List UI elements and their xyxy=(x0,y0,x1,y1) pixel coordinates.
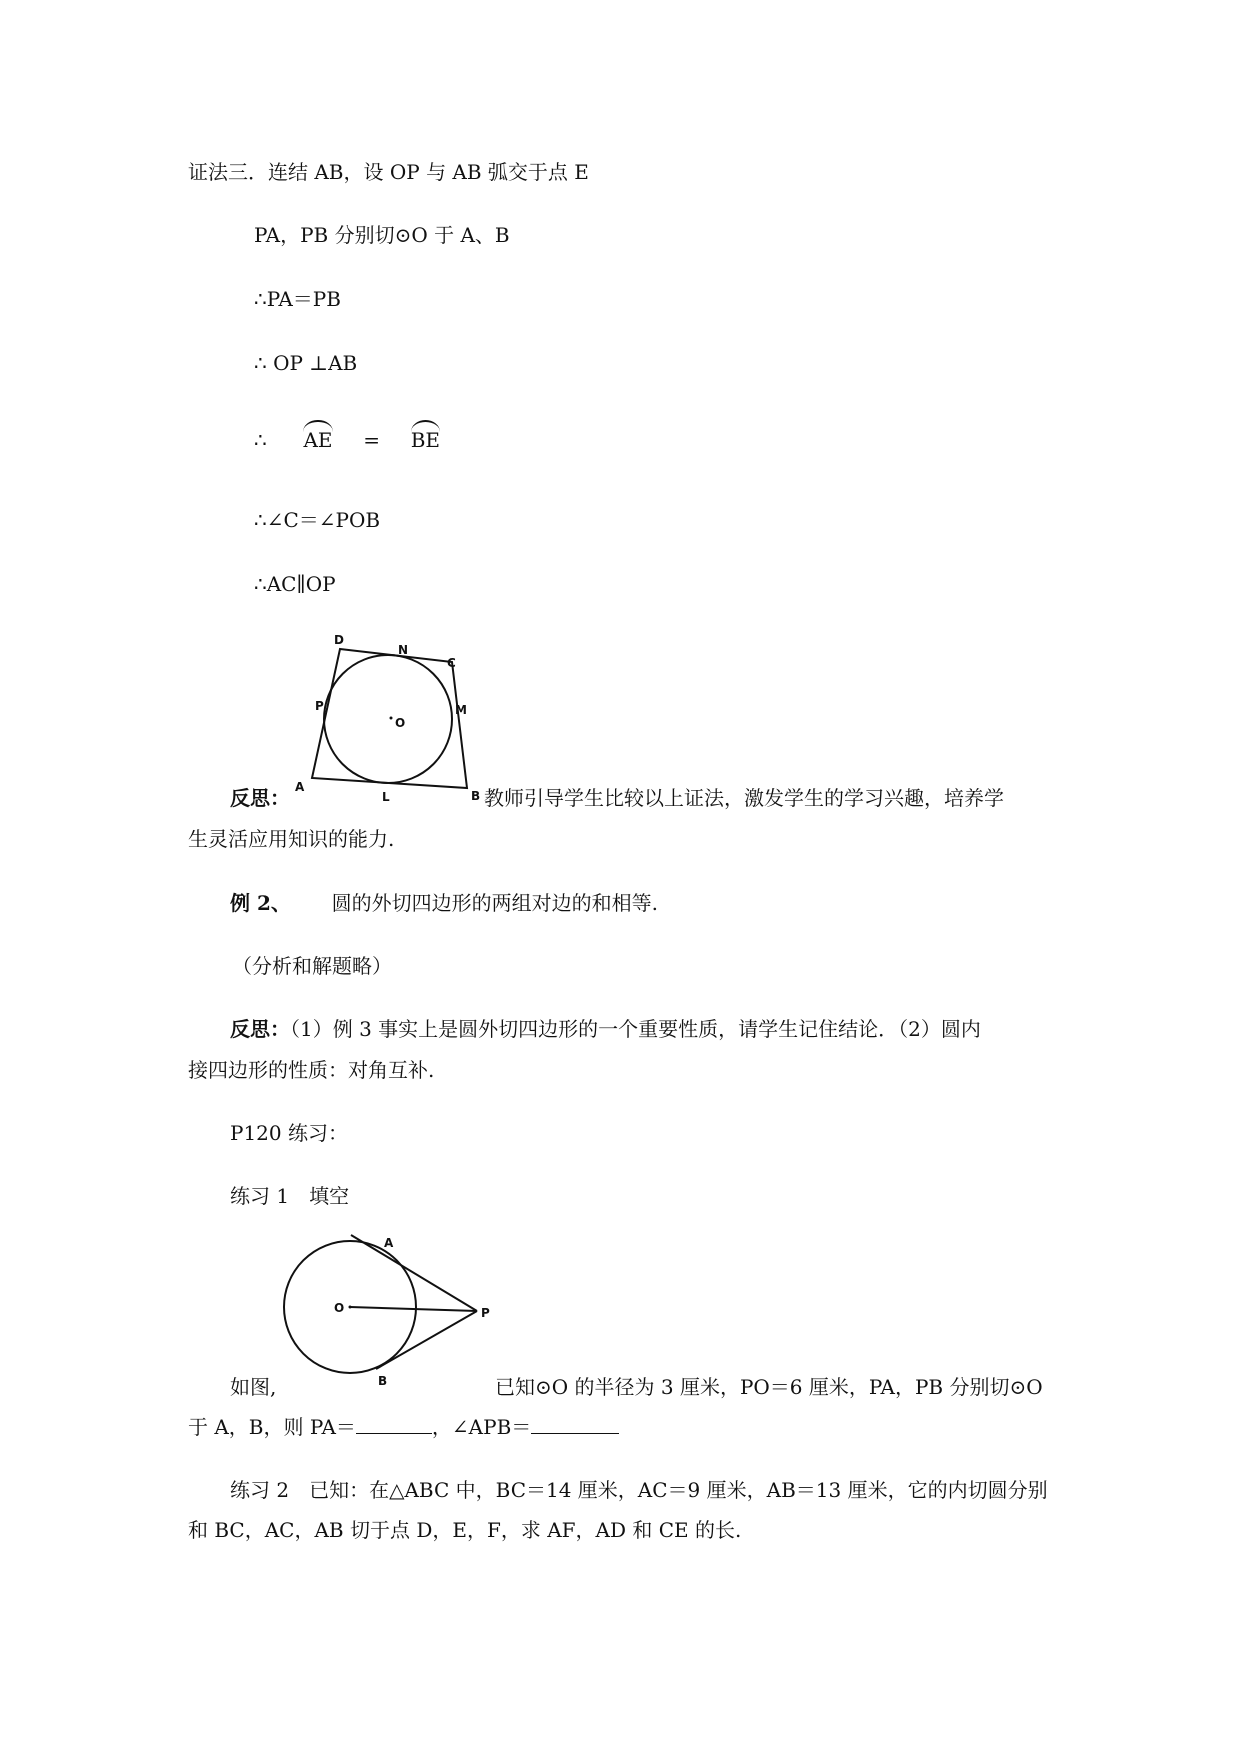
proof-step-1: ∴PA＝PB xyxy=(254,287,341,311)
label-b2: B xyxy=(378,1374,388,1388)
exercise-2-line-1: 练习 2 已知：在△ABC 中，BC＝14 厘米，AC＝9 厘米，AB＝13 厘米，它的内切圆分别 xyxy=(230,1478,1048,1502)
figure-circumscribed-quadrilateral xyxy=(290,630,490,810)
reflection-1-line-2: 生灵活应用知识的能力. xyxy=(188,827,395,851)
blank-pa[interactable] xyxy=(356,1415,432,1434)
inscribed-circle xyxy=(324,655,452,783)
example-text: 圆的外切四边形的两组对边的和相等. xyxy=(331,891,658,915)
exercise-1-line-2 xyxy=(188,1415,619,1439)
reflection-2-line-2: 接四边形的性质：对角互补. xyxy=(188,1058,435,1082)
label-m: M xyxy=(455,703,467,717)
center-dot xyxy=(390,717,393,720)
proof-step-3 xyxy=(254,428,440,452)
label-p2: P xyxy=(481,1306,490,1320)
label-o2: O xyxy=(334,1301,345,1315)
exercise-2-line-2: 和 BC，AC，AB 切于点 D，E，F，求 AF，AD 和 CE 的长. xyxy=(188,1518,742,1542)
example-2-note: （分析和解题略） xyxy=(232,954,392,978)
blank-angle-apb[interactable] xyxy=(531,1415,619,1434)
example-label: 例 2、 xyxy=(230,891,291,915)
equals-sign: = xyxy=(363,428,380,452)
exercise-1-title: 练习 1 填空 xyxy=(230,1184,350,1208)
proof-step-5: ∴AC∥OP xyxy=(254,572,336,596)
label-o: O xyxy=(395,716,406,730)
tangent-pa xyxy=(351,1235,477,1311)
proof-heading: 证法三．连结 AB，设 OP 与 AB 弧交于点 E xyxy=(188,160,589,184)
proof-given: PA，PB 分别切⊙O 于 A、B xyxy=(254,223,510,247)
label-n: N xyxy=(398,643,409,657)
figure-tangent-lines xyxy=(280,1228,500,1388)
reflection-label: 反思： xyxy=(230,786,290,810)
center-o-dot xyxy=(349,1306,352,1309)
reflection-1-line-1 xyxy=(230,786,290,810)
arc-be: BE xyxy=(411,428,440,452)
exercise-1-pa: 于 A，B，则 PA＝ xyxy=(188,1415,356,1439)
label-a2: A xyxy=(384,1236,394,1250)
reflection-2-line-1 xyxy=(230,1017,981,1041)
label-c: C xyxy=(447,656,456,670)
segment-op xyxy=(350,1307,477,1311)
therefore-symbol: ∴ xyxy=(254,428,267,452)
label-p: P xyxy=(315,699,324,713)
example-2 xyxy=(230,891,658,915)
label-a: A xyxy=(295,780,305,794)
reflection-1-text: 教师引导学生比较以上证法，激发学生的学习兴趣，培养学 xyxy=(484,786,1004,810)
exercise-1-text: 已知⊙O 的半径为 3 厘米，PO＝6 厘米，PA，PB 分别切⊙O xyxy=(495,1375,1043,1399)
exercise-1-prefix: 如图, xyxy=(230,1375,277,1399)
quadrilateral xyxy=(312,649,467,788)
reflection-2-label: 反思： xyxy=(230,1017,290,1041)
proof-step-4: ∴∠C＝∠POB xyxy=(254,508,381,532)
label-b: B xyxy=(471,789,481,803)
tangent-pb xyxy=(376,1311,477,1369)
proof-step-2: ∴ OP ⊥AB xyxy=(254,351,358,375)
label-d: D xyxy=(334,633,344,647)
exercise-1-angle: ，∠APB＝ xyxy=(431,1415,532,1439)
arc-ae: AE xyxy=(303,428,332,452)
reflection-2-text: （1）例 3 事实上是圆外切四边形的一个重要性质，请学生记住结论．（2）圆内 xyxy=(290,1017,981,1041)
label-l: L xyxy=(382,790,390,804)
exercises-title: P120 练习： xyxy=(230,1121,348,1145)
